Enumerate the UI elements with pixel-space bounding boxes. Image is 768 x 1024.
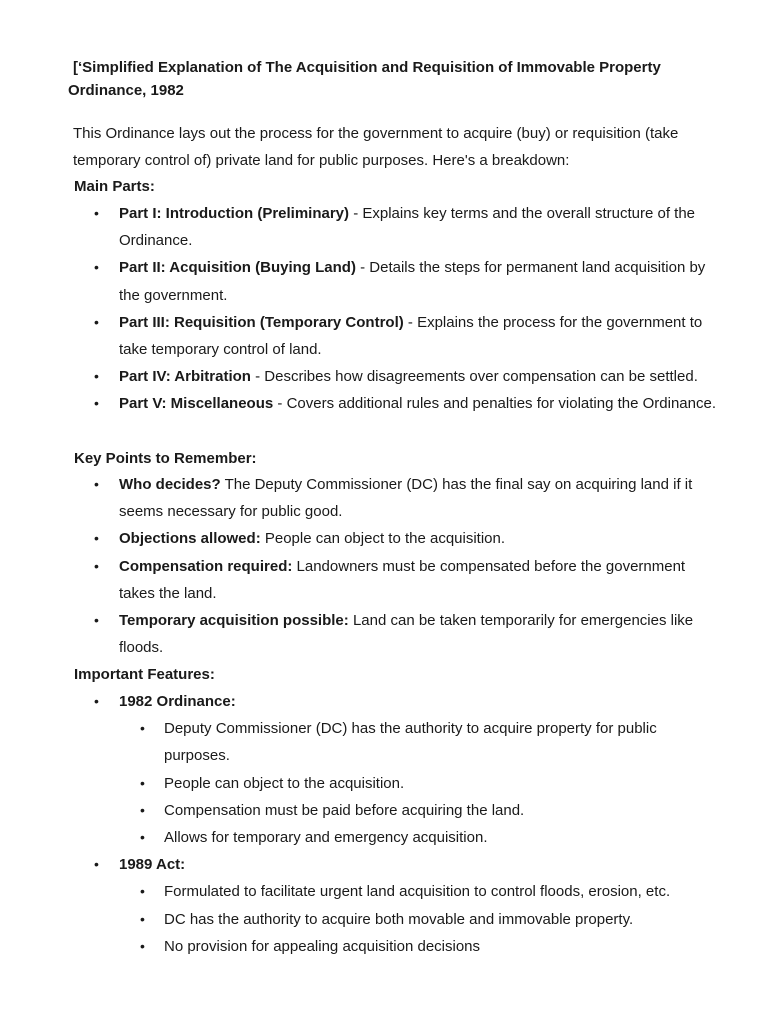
intro-paragraph: This Ordinance lays out the process for the government to acquire (buy) or requisition (take temporary control of) private land for public purposes. Here's a breakdown: bbox=[73, 125, 679, 169]
main-parts-list bbox=[0, 200, 719, 418]
list-item bbox=[0, 851, 719, 960]
list-item: • Formulated to facilitate urgent land acquisition to control floods, erosion, etc. bbox=[119, 878, 684, 905]
important-features-heading: Important Features: bbox=[74, 666, 215, 683]
main-parts-heading: Main Parts: bbox=[74, 178, 155, 195]
list-item: • Part III: Requisition (Temporary Control) - Explains the process for the government to take temporary control of land. bbox=[0, 309, 719, 363]
act-1989-label: 1989 Act: bbox=[119, 856, 186, 874]
list-item: • Compensation must be paid before acquiring the land. bbox=[119, 797, 684, 824]
list-item bbox=[0, 688, 719, 851]
list-item: • DC has the authority to acquire both movable and immovable property. bbox=[119, 906, 684, 933]
list-item: • Part V: Miscellaneous - Covers additional rules and penalties for violating the Ordinance. bbox=[0, 390, 719, 417]
list-item: • People can object to the acquisition. bbox=[119, 770, 684, 797]
features-list bbox=[0, 688, 719, 960]
list-item: • Who decides? The Deputy Commissioner (DC) has the final say on acquiring land if it seems necessary for public good. bbox=[0, 471, 719, 525]
list-item: • Deputy Commissioner (DC) has the authority to acquire property for public purposes. bbox=[119, 715, 684, 769]
list-item: • Allows for temporary and emergency acquisition. bbox=[119, 824, 684, 851]
list-item: • Compensation required: Landowners must be compensated before the government takes the land. bbox=[0, 553, 719, 607]
key-points-list bbox=[0, 471, 719, 661]
list-item: • Part IV: Arbitration - Describes how disagreements over compensation can be settled. bbox=[0, 363, 719, 390]
list-item: • Objections allowed: People can object to the acquisition. bbox=[0, 525, 719, 552]
list-item: • No provision for appealing acquisition decisions bbox=[119, 933, 684, 960]
ordinance-1982-sublist bbox=[119, 715, 719, 851]
act-1989-sublist bbox=[119, 878, 719, 960]
ordinance-1982-label: 1982 Ordinance: bbox=[119, 693, 236, 710]
list-item: • Part II: Acquisition (Buying Land) - Details the steps for permanent land acquisition by the government. bbox=[0, 254, 719, 308]
list-item: • Part I: Introduction (Preliminary) - Explains key terms and the overall structure of the Ordinance. bbox=[0, 200, 719, 254]
key-points-heading: Key Points to Remember: bbox=[74, 450, 257, 467]
list-item: • Temporary acquisition possible: Land can be taken temporarily for emergencies like floods. bbox=[0, 607, 719, 661]
document-title: [‘Simplified Explanation of The Acquisition and Requisition of Immovable Property Ordinance, 1982 bbox=[68, 59, 661, 99]
